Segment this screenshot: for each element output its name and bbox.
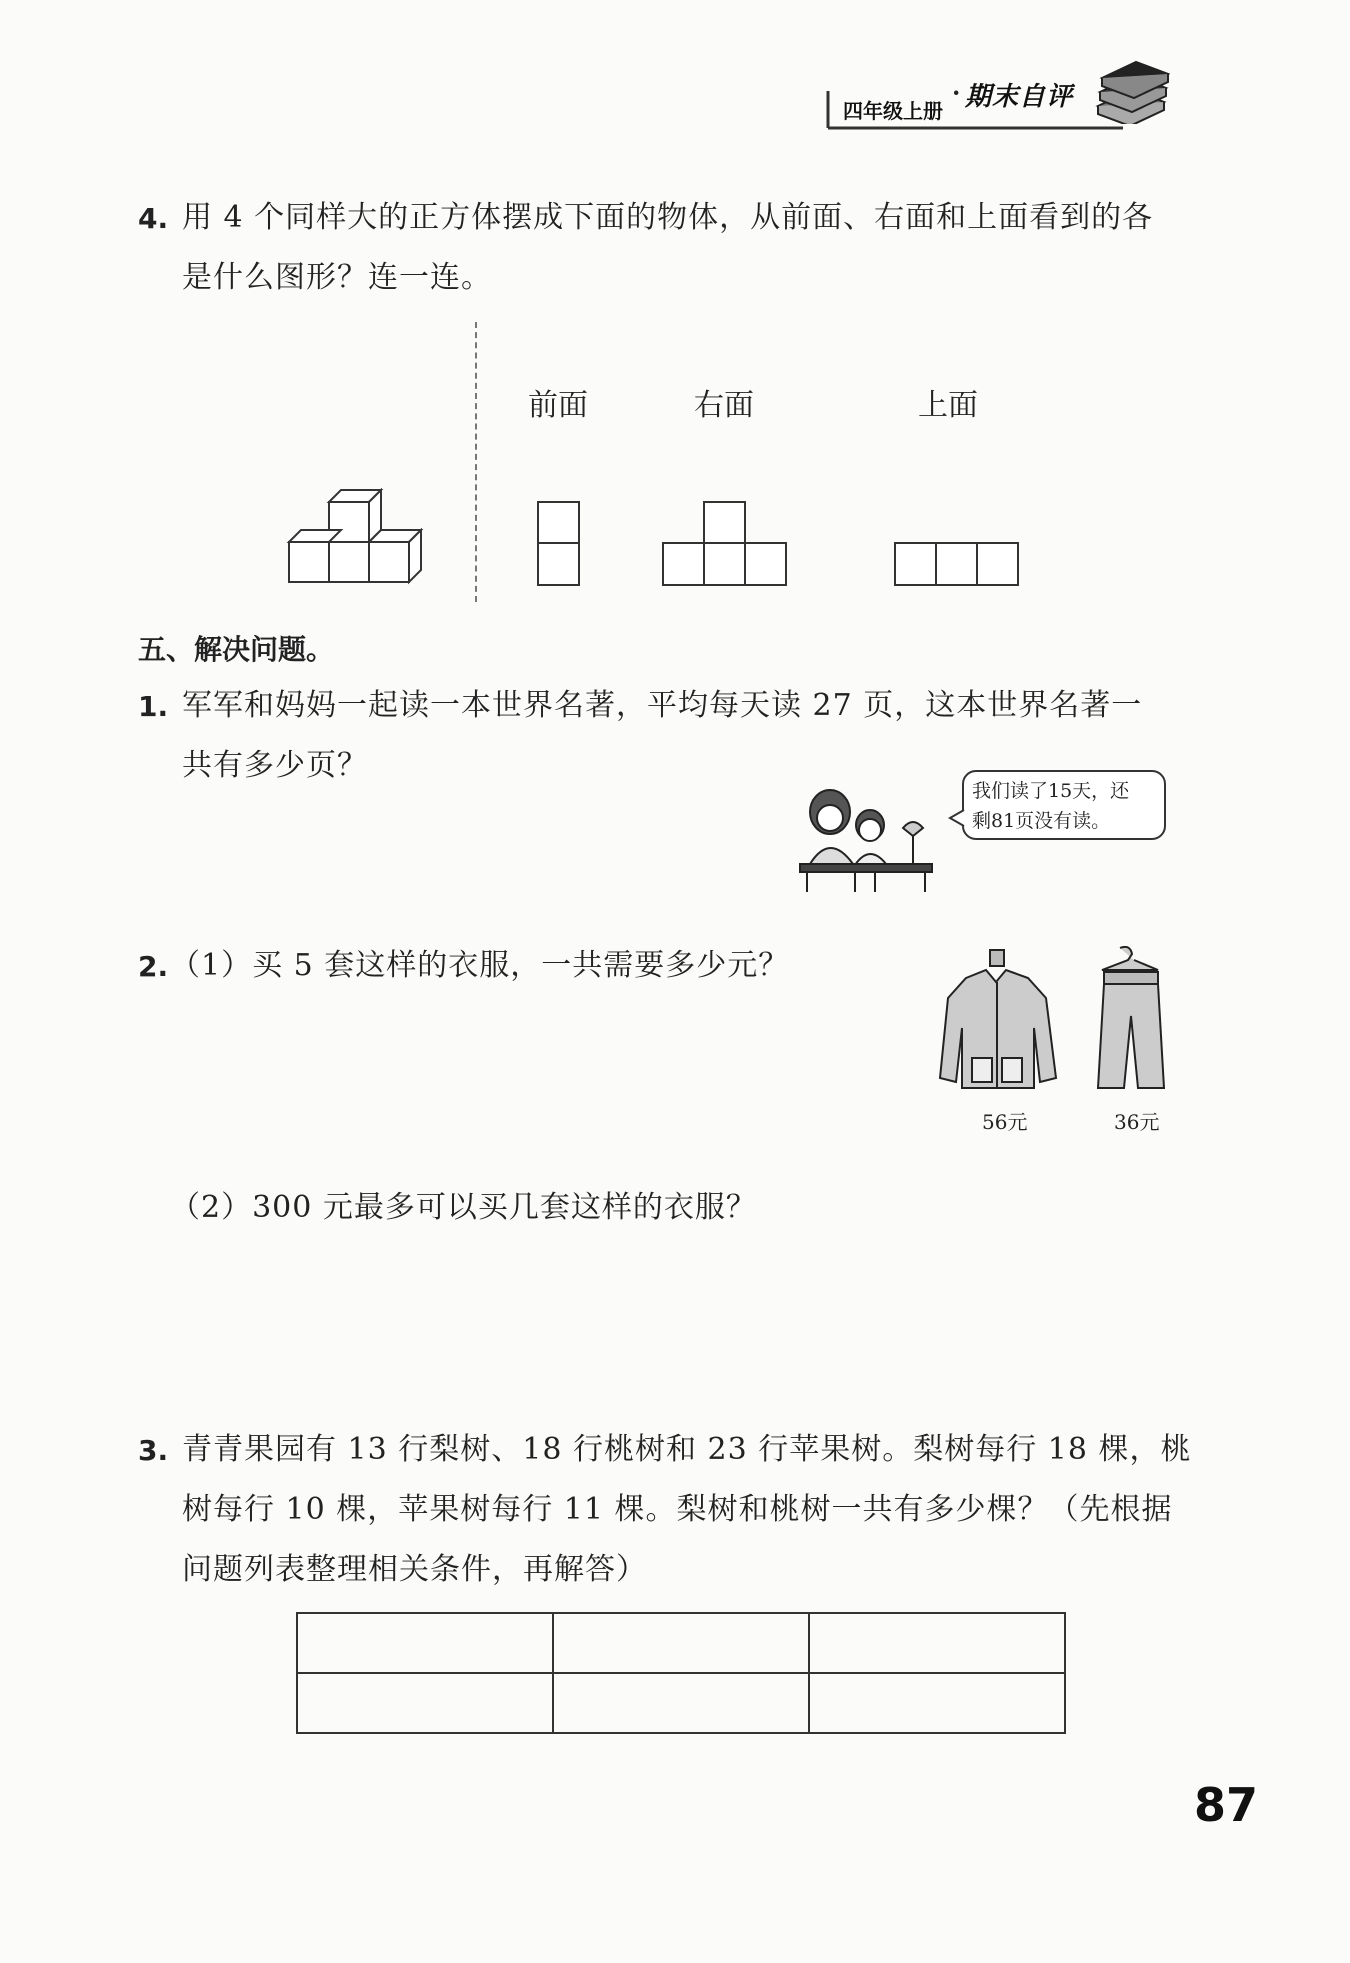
dashed-divider [475,322,477,602]
label-top: 上面 [918,388,978,423]
table-cell[interactable] [297,1613,553,1673]
reading-illustration [795,780,940,895]
label-front: 前面 [528,388,588,423]
header-grade: 四年级上册 [843,99,943,123]
jacket-icon [936,948,1061,1098]
table-cell[interactable] [553,1613,809,1673]
table-cell[interactable] [297,1673,553,1733]
table-row [297,1673,1065,1733]
table-row [297,1613,1065,1673]
answer-table[interactable] [296,1612,1066,1734]
table-cell[interactable] [809,1613,1065,1673]
p3-line3: 问题列表整理相关条件，再解答） [182,1552,647,1587]
bubble-line1: 我们读了15天，还 [972,780,1130,802]
books-icon [1090,56,1170,124]
bubble-line2: 剩81页没有读。 [972,810,1111,832]
cube-stack-figure [286,480,432,586]
page-number: 87 [1193,1778,1258,1832]
p3-line2: 树每行 10 棵，苹果树每行 11 棵。梨树和桃树一共有多少棵？（先根据 [182,1492,1173,1527]
p2-part2: （2）300 元最多可以买几套这样的衣服？ [170,1190,757,1225]
pants-icon [1090,946,1170,1096]
label-right: 右面 [694,388,754,423]
q4-line1: 用 4 个同样大的正方体摆成下面的物体，从前面、右面和上面看到的各 [182,200,1154,235]
table-cell[interactable] [809,1673,1065,1733]
header-title: 期末自评 [965,82,1074,112]
shape-t-four[interactable] [661,500,791,588]
p1-number: 1. [138,690,169,723]
jacket-price: 56元 [982,1110,1028,1134]
p2-number: 2. [138,950,169,983]
bubble-tail [948,808,966,828]
header [0,0,1350,140]
p1-line1: 军军和妈妈一起读一本世界名著，平均每天读 27 页，这本世界名著一 [182,688,1143,723]
shape-row-three[interactable] [893,541,1023,588]
p2-part1: （1）买 5 套这样的衣服，一共需要多少元？ [170,948,790,983]
shape-vertical-two[interactable] [536,500,582,588]
speech-bubble [962,770,1166,840]
q4-line2: 是什么图形？连一连。 [182,260,492,295]
pants-price: 36元 [1114,1110,1160,1134]
header-dot: · [952,78,961,107]
p1-line2: 共有多少页？ [182,748,368,783]
p3-line1: 青青果园有 13 行梨树、18 行桃树和 23 行苹果树。梨树每行 18 棵，桃 [182,1432,1192,1467]
table-cell[interactable] [553,1673,809,1733]
section5-title: 五、解决问题。 [138,633,335,666]
q4-number: 4. [138,202,169,235]
p3-number: 3. [138,1434,169,1467]
